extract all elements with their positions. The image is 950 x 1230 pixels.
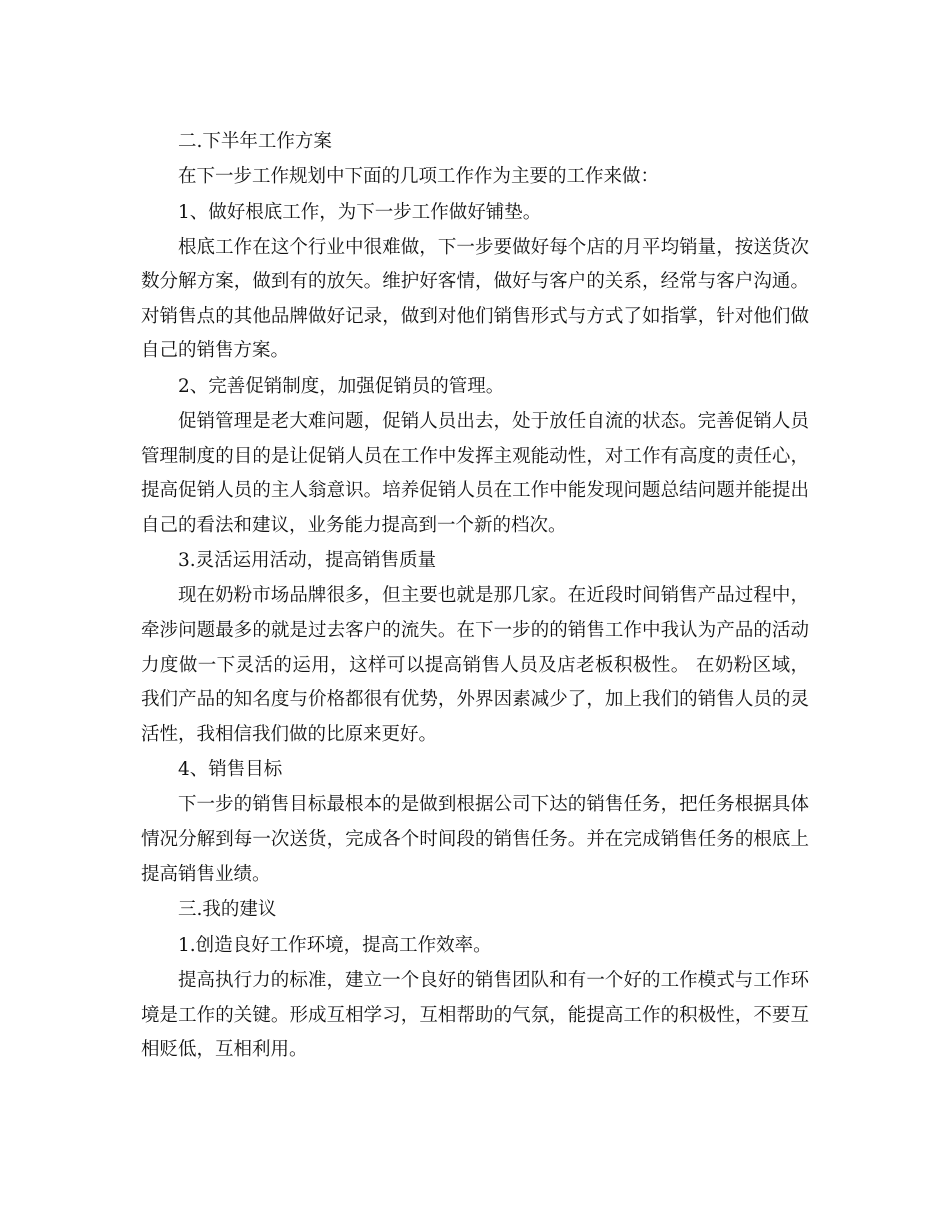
- suggestion-paragraph-1: 提高执行力的标准，建立一个良好的销售团队和有一个好的工作模式与工作环境是工作的关键。形成互相学习，互相帮助的气氛，能提高工作的积极性，不要互相贬低，互相利用。: [141, 970, 809, 1061]
- section-heading-2: 二.下半年工作方案: [178, 131, 332, 152]
- item-paragraph-3: 现在奶粉市场品牌很多，但主要也就是那几家。在近段时间销售产品过程中，牵涉问题最多的就是过去客户的流失。在下一步的的销售工作中我认为产品的活动力度做一下灵活的运用，这样可以提高销售人员及店老板积极性。 在奶粉区域，我们产品的知名度与价格都很有优势，外界因素减少了，加上我们的销售人员的灵活性，我相信我们做的比原来更好。: [141, 585, 809, 745]
- item-paragraph-1: 根底工作在这个行业中很难做，下一步要做好每个店的月平均销量，按送货次数分解方案，做到有的放矢。维护好客情，做好与客户的关系，经常与客户沟通。对销售点的其他品牌做好记录，做到对他们销售形式与方式了如指掌，针对他们做自己的销售方案。: [141, 236, 809, 362]
- item-heading-3: 3.灵活运用活动，提高销售质量: [178, 550, 437, 572]
- document-body: [141, 124, 809, 1068]
- item-paragraph-2: 促销管理是老大难问题，促销人员出去，处于放任自流的状态。完善促销人员管理制度的目的是让促销人员在工作中发挥主观能动性，对工作有高度的责任心，提高促销人员的主人翁意识。培养促销人员在工作中能发现问题总结问题并能提出自己的看法和建议，业务能力提高到一个新的档次。: [141, 410, 809, 536]
- item-paragraph-4: 下一步的销售目标最根本的是做到根据公司下达的销售任务，把任务根据具体情况分解到每一次送货，完成各个时间段的销售任务。并在完成销售任务的根底上提高销售业绩。: [141, 794, 809, 885]
- section-heading-3: 三.我的建议: [178, 899, 277, 921]
- intro-paragraph: 在下一步工作规划中下面的几项工作作为主要的工作来做：: [178, 166, 660, 187]
- item-heading-4: 4、销售目标: [178, 759, 283, 781]
- item-heading-1: 1、做好根底工作，为下一步工作做好铺垫。: [178, 201, 542, 223]
- item-heading-2: 2、完善促销制度，加强促销员的管理。: [178, 375, 505, 397]
- suggestion-heading-1: 1.创造良好工作环境，提高工作效率。: [178, 935, 492, 957]
